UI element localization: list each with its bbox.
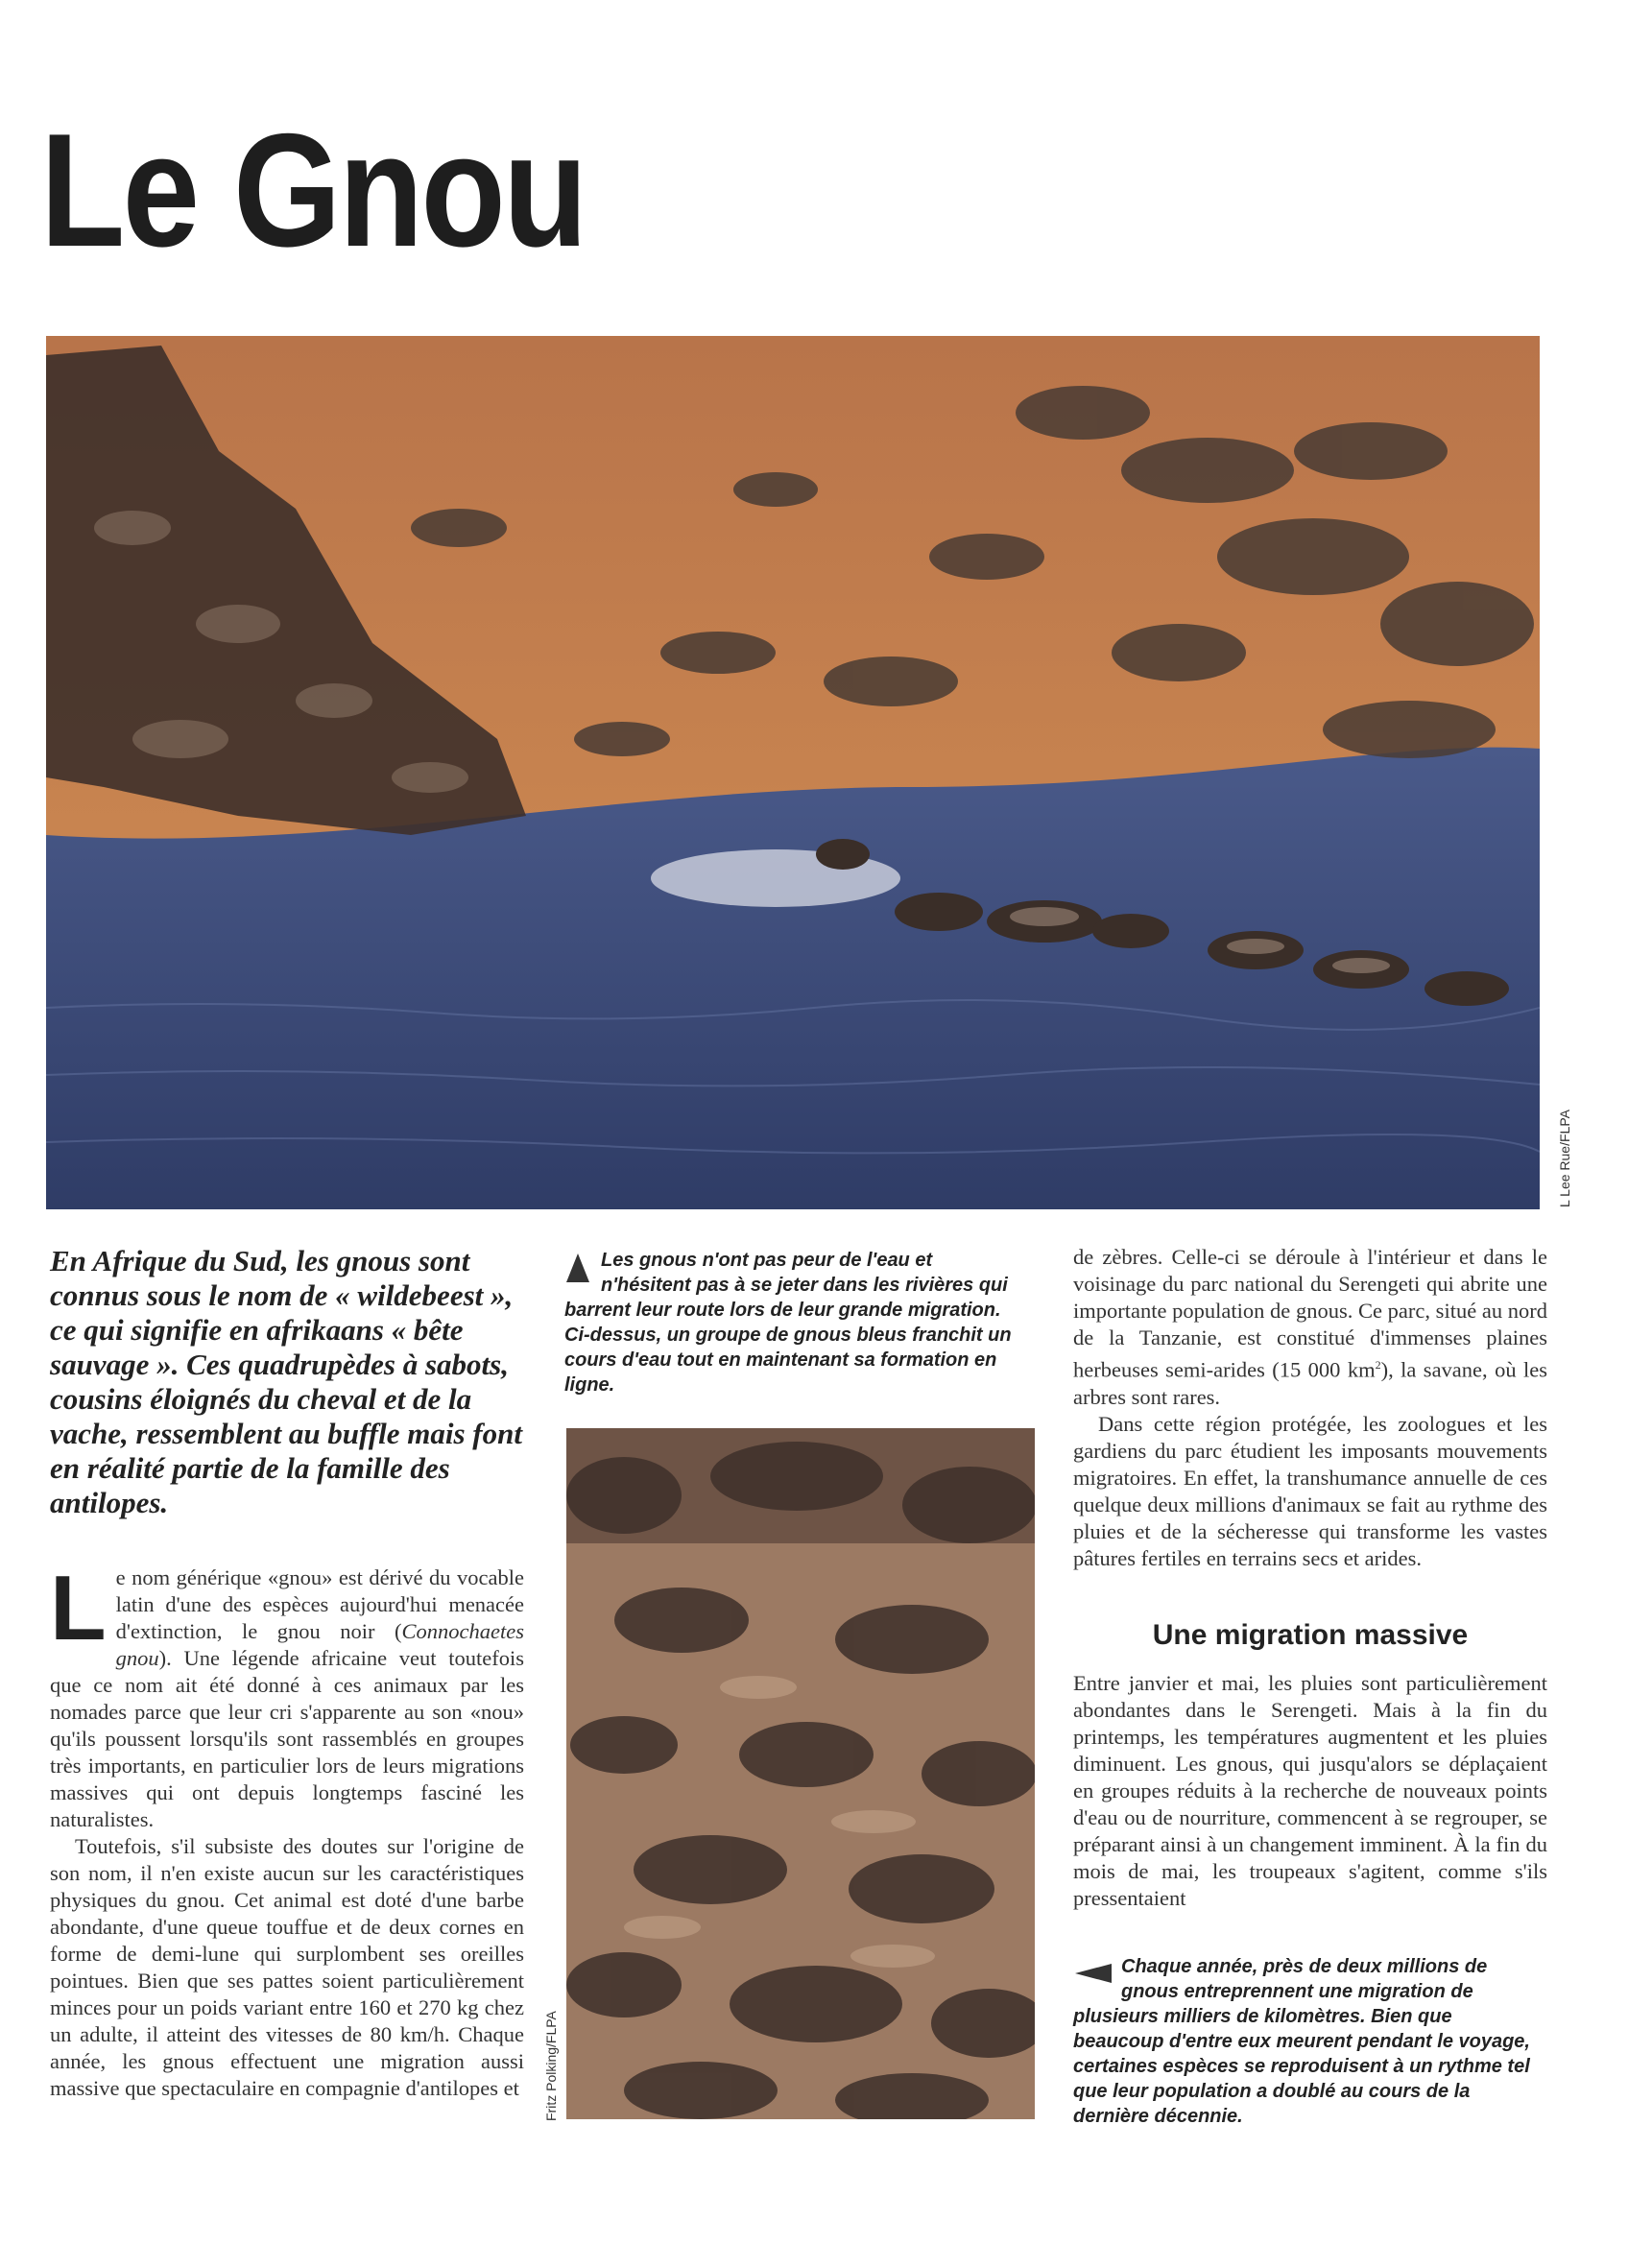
caption-text: Les gnous n'ont pas peur de l'eau et n'hésitent pas à se jeter dans les rivières qui barrent leur route lors de leur grande migration. Ci-dessus, un groupe de gnous bleus franchit un cours d'eau tout en maintenant sa formation en ligne. — [564, 1250, 1012, 1396]
arrow-left-icon — [1075, 1964, 1112, 1983]
drop-cap: L — [50, 1557, 107, 1659]
photo-credit: Fritz Polking/FLPA — [543, 2011, 559, 2121]
species-name: Connochaetes gnou — [115, 1619, 524, 1670]
body-column-3 — [1073, 1244, 1547, 1572]
paragraph: Entre janvier et mai, les pluies sont particulièrement abondantes dans le Serengeti. Mais à la fin du printemps, les températures augmentent et les pluies diminuent. Les gnous, qui jusqu'alors se déplaçaient en groupes réduits à la recherche de nouveaux points d'eau ou de nourriture, commencent à se regrouper, se préparant ainsi à un changement imminent. À la fin du mois de mai, les troupeaux s'agitent, comme s'ils pressentaient — [1073, 1671, 1547, 1910]
section-heading: Une migration massive — [1152, 1619, 1469, 1651]
intro-paragraph: En Afrique du Sud, les gnous sont connus sous le nom de « wildebeest », ce qui signifie en afrikaans « bête sauvage ». Ces quadrupèdes à sabots, cousins éloignés du cheval et de la vache, ressemblent au buffle mais font en réalité partie de la famille des antilopes. — [50, 1244, 522, 1519]
page-title: Le Gnou — [40, 100, 586, 280]
paragraph — [1073, 1244, 1547, 1411]
text-run: de zèbres. Celle-ci se déroule à l'intérieur et dans le voisinage du parc national du Serengeti qui abrite une importante population de gnous. Ce parc, situé au nord de la Tanzanie, est constitué d'immenses plaines herbeuses semi-arides (15 000 km — [1073, 1245, 1547, 1382]
photo-credit: L Lee Rue/FLPA — [1557, 1110, 1572, 1207]
body-column-3-continued — [1073, 1670, 1547, 1912]
paragraph: Dans cette région protégée, les zoologues et les gardiens du parc étudient les imposants mouvements migratoires. En effet, la transhumance annuelle de ces quelque deux millions d'animaux se fait au rythme des pluies et de la sécheresse qui transforme les vastes pâtures fertiles en terrains secs et arides. — [1073, 1411, 1547, 1570]
paragraph: Toutefois, s'il subsiste des doutes sur l'origine de son nom, il n'en existe aucun sur les caractéristiques physiques du gnou. Cet animal est doté d'une barbe abondante, d'une queue touffue et de deux cornes en forme de demi-lune qui surplombent ses oreilles pointues. Bien que ses pattes soient particulièrement minces pour un poids variant entre 160 et 270 kg chez un adulte, il atteint des vitesses de 80 km/h. Chaque année, les gnous effectuent une migration aussi massive que spectaculaire en compagnie d'antilopes et — [50, 1834, 524, 2100]
caption-herd — [1073, 1954, 1547, 2129]
text-run: ). Une légende africaine veut toutefois que ce nom ait été donné à ces animaux par les nomades parce que leur cri s'apparente au son «nou» qu'ils poussent lorsqu'ils sont rassemblés en groupes très importants, en particulier lors de leurs migrations massives qui ont depuis longtemps fasciné les naturalistes. — [50, 1646, 524, 1831]
caption-text: Chaque année, près de deux millions de gnous entreprennent une migration de plusieurs milliers de kilomètres. Bien que beaucoup d'entre eux meurent pendant le voyage, certaines espèces se reproduisent à un rythme tel que leur population a doublé au cours de la dernière décennie. — [1073, 1956, 1530, 2127]
caption-river — [564, 1248, 1025, 1397]
superscript: 2 — [1375, 1358, 1381, 1372]
paragraph — [50, 1557, 524, 1833]
river-crossing-photo — [46, 336, 1540, 1209]
text-run: ), la savane, où les arbres sont rares. — [1073, 1357, 1547, 1409]
herd-photo — [566, 1428, 1035, 2119]
body-column-1 — [50, 1557, 524, 2102]
arrow-up-icon — [566, 1253, 589, 1282]
text-run: e nom générique «gnou» est dérivé du vocable latin d'une des espèces aujourd'hui menacée d'extinction, le gnou noir ( — [115, 1565, 524, 1643]
